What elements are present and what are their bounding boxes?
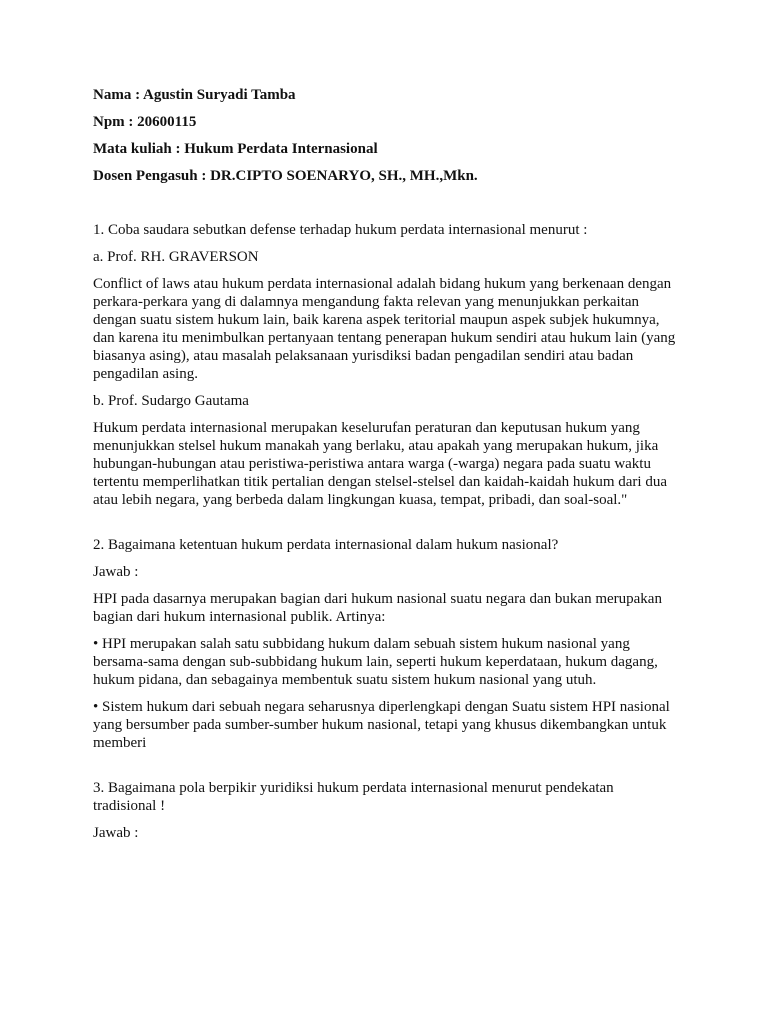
lecturer-name: Dosen Pengasuh : DR.CIPTO SOENARYO, SH., MH.,Mkn.: [93, 168, 478, 184]
document-page: [93, 86, 678, 851]
question-2-answer-label: Jawab :: [93, 564, 139, 580]
question-1-a-label: a. Prof. RH. GRAVERSON: [93, 249, 259, 265]
question-1: 1. Coba saudara sebutkan defense terhadap hukum perdata internasional menurut :: [93, 222, 588, 238]
question-3-answer-label: Jawab :: [93, 825, 139, 841]
question-1-a-text: Conflict of laws atau hukum perdata internasional adalah bidang hukum yang berkenaan dengan perkara-perkara yang di dalamnya mengandung fakta relevan yang menunjukkan perkaitan dengan suatu sistem hukum lain, baik karena aspek teritorial maupun aspek subjek hukumnya, dan karena itu menimbulkan pertanyaan tentang penerapan hukum sendiri atau hukum lain (yang biasanya asing), atau masalah pelaksanaan yurisdiksi badan pengadilan sendiri atau badan pengadilan asing.: [93, 276, 676, 382]
question-2-intro: HPI pada dasarnya merupakan bagian dari hukum nasional suatu negara dan bukan merupakan bagian dari hukum internasional publik. Artinya:: [93, 591, 662, 625]
course-name: Mata kuliah : Hukum Perdata Internasional: [93, 141, 378, 157]
question-3: 3. Bagaimana pola berpikir yuridiksi hukum perdata internasional menurut pendekatan tradisional !: [93, 780, 614, 814]
student-name: Nama : Agustin Suryadi Tamba: [93, 87, 296, 103]
question-2-bullet-2: • Sistem hukum dari sebuah negara seharusnya diperlengkapi dengan Suatu sistem HPI nasional yang bersumber pada sumber-sumber hukum nasional, tetapi yang khusus dikembangkan untuk memberi: [93, 699, 670, 751]
spacer: [93, 761, 678, 779]
student-npm: Npm : 20600115: [93, 114, 197, 130]
question-2: 2. Bagaimana ketentuan hukum perdata internasional dalam hukum nasional?: [93, 537, 559, 553]
spacer: [93, 518, 678, 536]
question-1-b-text: Hukum perdata internasional merupakan keselurufan peraturan dan keputusan hukum yang menunjukkan stelsel hukum manakah yang berlaku, atau apakah yang merupakan hukum, jika hubungan-hubungan atau peristiwa-peristiwa antara warga (-warga) negara pada suatu waktu tertentu memperlihatkan titik pertalian dengan stelsel-stelsel dan kaidah-kaidah hukum dari dua atau lebih negara, yang berbeda dalam lingkungan kuasa, tempat, pribadi, dan soal-soal.": [93, 420, 667, 508]
question-1-b-label: b. Prof. Sudargo Gautama: [93, 393, 249, 409]
question-2-bullet-1: • HPI merupakan salah satu subbidang hukum dalam sebuah sistem hukum nasional yang bersama-sama dengan sub-subbidang hukum lain, seperti hukum keperdataan, hukum dagang, hukum pidana, dan sebagainya membentuk suatu sistem hukum nasional yang utuh.: [93, 636, 658, 688]
spacer: [93, 194, 678, 221]
